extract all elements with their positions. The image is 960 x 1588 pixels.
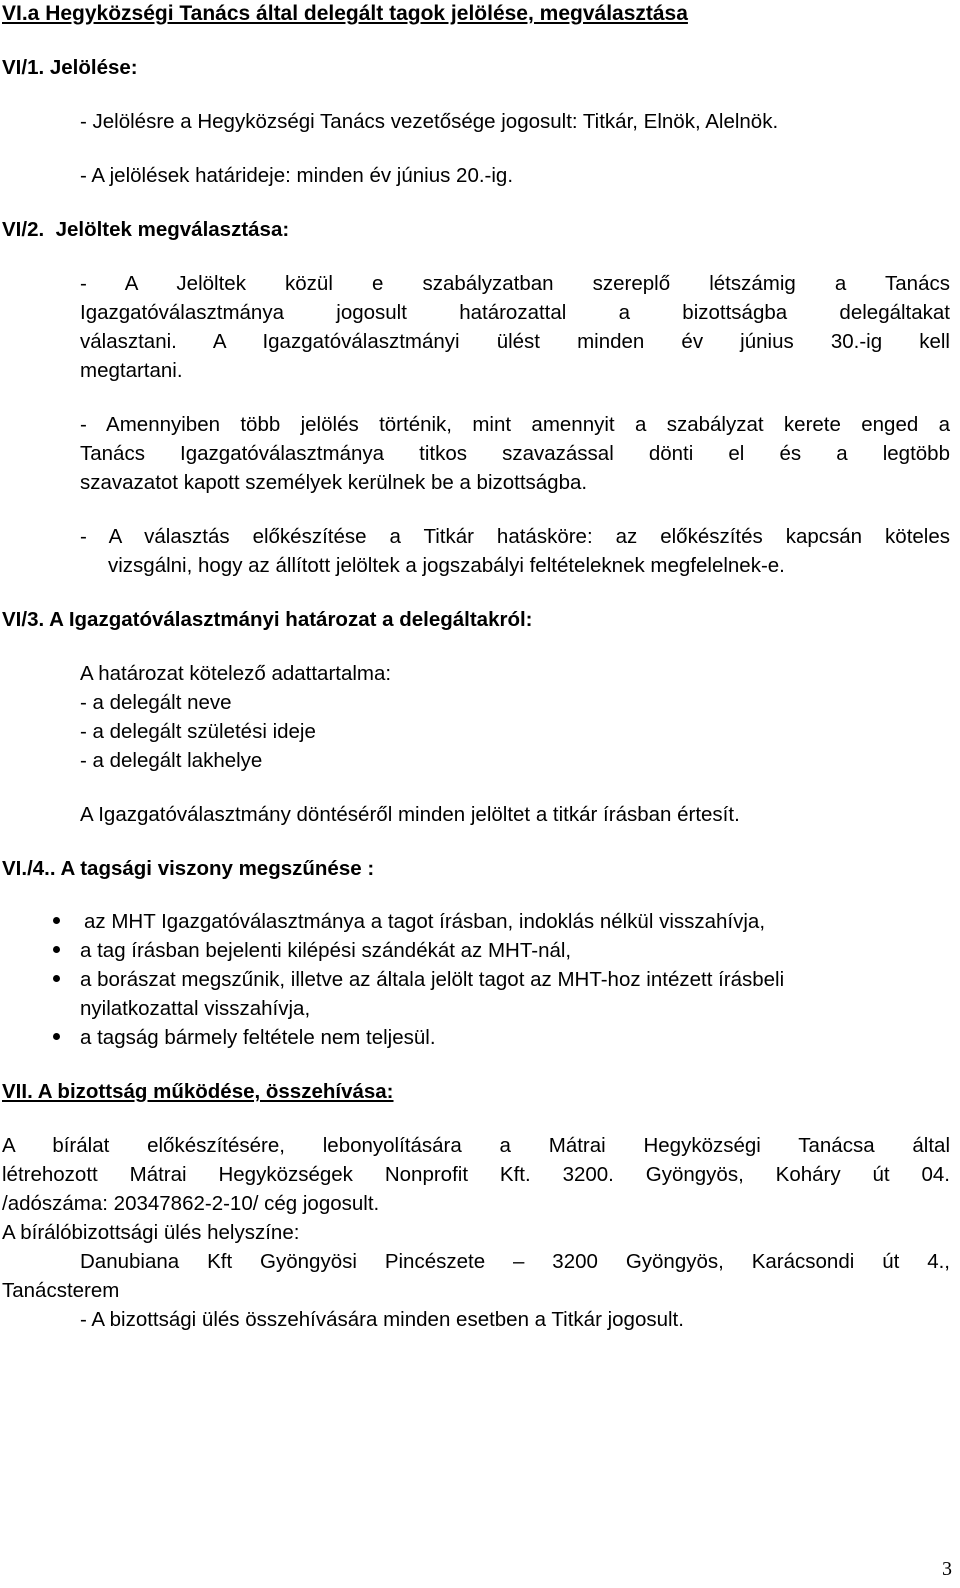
vi2-heading-num: VI/2. [2,218,45,241]
bullet-icon [53,946,60,953]
vi2-p2-line-1: - Amennyiben több jelölés történik, mint amennyit a szabályzat kerete enged a [80,413,950,436]
vi1-heading: VI/1. Jelölése: [2,56,138,79]
vii-p1-line-2: létrehozott Mátrai Hegyközségek Nonprofit Kft. 3200. Gyöngyös, Koháry út 04. [2,1163,950,1186]
vi2-p1-line-1: - A Jelöltek közül e szabályzatban szereplő létszámig a Tanács [80,272,950,295]
vi2-p3-line-1: - A választás előkészítése a Titkár hatásköre: az előkészítés kapcsán köteles [80,525,950,548]
bullet-icon [53,1033,60,1040]
vi4-heading: VI./4.. A tagsági viszony megszűnése : [2,857,375,880]
vii-p2: A bírálóbizottsági ülés helyszíne: [2,1221,300,1244]
vi4-bullet-1: az MHT Igazgatóválasztmánya a tagot írásban, indoklás nélkül visszahívja, [84,910,766,933]
vi3-item-3: - a delegált lakhelye [80,749,263,772]
bullet-icon [53,975,60,982]
vii-last-line: - A bizottsági ülés összehívására minden esetben a Titkár jogosult. [80,1308,684,1331]
bullet-icon [53,917,60,924]
vii-location-line-2: Tanácsterem [2,1279,120,1302]
vii-p1-line-1: A bírálat előkészítésére, lebonyolítására a Mátrai Hegyközségi Tanácsa által [2,1134,950,1157]
vi2-p2-line-3: szavazatot kapott személyek kerülnek be a bizottságba. [80,471,588,494]
vi2-p1-line-3: választani. A Igazgatóválasztmányi ülést minden év június 30.-ig kell [80,330,950,353]
vi2-p1-line-4: megtartani. [80,359,183,382]
vii-p1-line-3: /adószáma: 20347862-2-10/ cég jogosult. [2,1192,380,1215]
vi2-p3-line-2: vizsgálni, hogy az állított jelöltek a jogszabályi feltételeknek megfelelnek-e. [108,554,785,577]
vi4-bullet-3-line-1: a borászat megszűnik, illetve az általa jelölt tagot az MHT-hoz intézett írásbeli [80,968,785,991]
vi1-line-1: - Jelölésre a Hegyközségi Tanács vezetősége jogosult: Titkár, Elnök, Alelnök. [80,110,779,133]
vi4-bullet-2: a tag írásban bejelenti kilépési szándékát az MHT-nál, [80,939,572,962]
vi4-bullet-3-line-2: nyilatkozattal visszahívja, [80,997,311,1020]
vi3-closing: A Igazgatóválasztmány döntéséről minden jelöltet a titkár írásban értesít. [80,803,740,826]
vi2-p1-line-2: Igazgatóválasztmánya jogosult határozattal a bizottságba delegáltakat [80,301,950,324]
vi1-line-2: - A jelölések határideje: minden év június 20.-ig. [80,164,514,187]
vi2-heading [2,218,289,242]
vi3-item-1: - a delegált neve [80,691,232,714]
vi3-subheading: A határozat kötelező adattartalma: [80,662,392,685]
vi2-p2-line-2: Tanács Igazgatóválasztmánya titkos szavazással dönti el és a legtöbb [80,442,950,465]
vi2-heading-text: Jelöltek megválasztása: [55,218,290,241]
vii-location-line-1: Danubiana Kft Gyöngyösi Pincészete – 3200 Gyöngyös, Karácsondi út 4., [80,1250,950,1273]
section-vi-title: VI.a Hegyközségi Tanács által delegált tagok jelölése, megválasztása [2,2,688,25]
vi3-item-2: - a delegált születési ideje [80,720,316,743]
vi4-bullet-4: a tagság bármely feltétele nem teljesül. [80,1026,436,1049]
vii-heading: VII. A bizottság működése, összehívása: [2,1080,394,1103]
page-number: 3 [942,1558,952,1580]
vi3-heading: VI/3. A Igazgatóválasztmányi határozat a delegáltakról: [2,608,533,631]
